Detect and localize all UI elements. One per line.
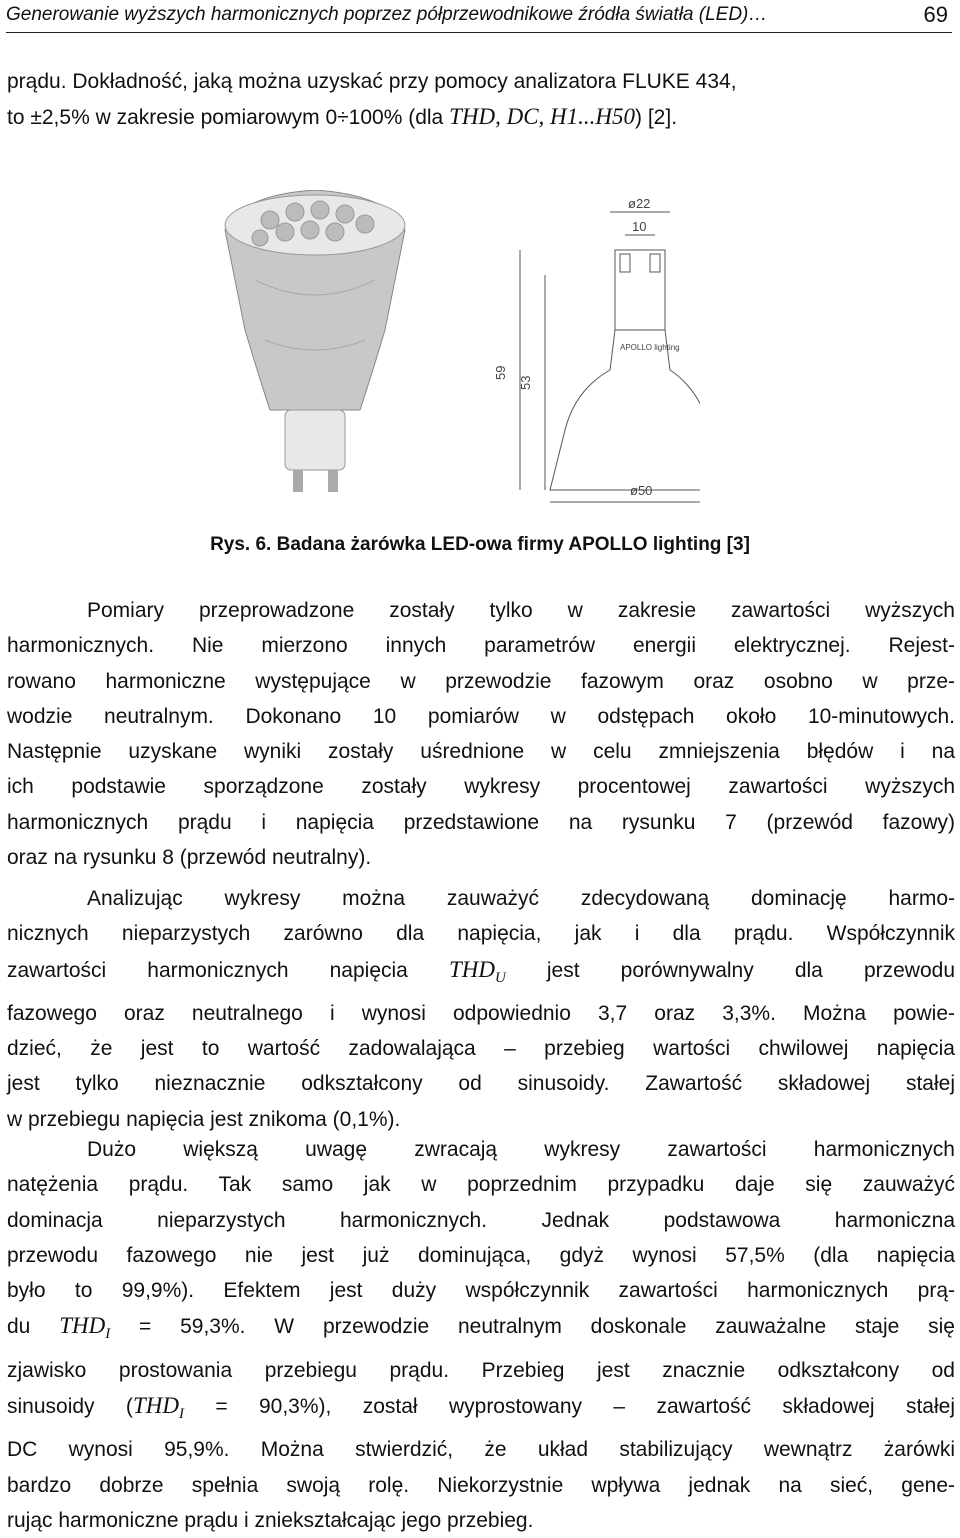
page-number: 69	[923, 2, 948, 27]
dim-bottom: ø50	[630, 483, 653, 498]
figure-caption: Rys. 6. Badana żarówka LED-owa firmy APOLLO lighting [3]	[210, 534, 750, 555]
math-symbols: THD, DC, H1...H50	[449, 104, 636, 130]
text-line: dominacja nieparzystych harmonicznych. Jednak podstawowa harmoniczna	[7, 1208, 955, 1232]
text-line: harmonicznych prądu i napięcia przedstawione na rysunku 7 (przewód fazowy)	[7, 810, 955, 834]
text-line: rując harmoniczne prądu i zniekształcając jego przebieg.	[7, 1508, 534, 1532]
text-line: w przebiegu napięcia jest znikoma (0,1%).	[7, 1107, 401, 1131]
text-line: przewodu fazowego nie jest już dominująca, gdyż wynosi 57,5% (dla napięcia	[7, 1243, 955, 1267]
intro-paragraph	[7, 64, 955, 136]
text-line: jest tylko nieznacznie odkształcony od sinusoidy. Zawartość składowej stałej	[7, 1072, 955, 1096]
dim-height-inner: 53	[518, 375, 533, 390]
running-header	[6, 2, 952, 33]
text-line: oraz na rysunku 8 (przewód neutralny).	[7, 846, 372, 870]
dim-height-outer: 59	[493, 365, 508, 380]
text-line: Dużo większą uwagę zwracają wykresy zawartości harmonicznych	[87, 1138, 955, 1161]
brand-label: APOLLO lighting	[620, 343, 680, 352]
text-line: wodzie neutralnym. Dokonano 10 pomiarów w odstępach około 10-minutowych.	[7, 704, 955, 728]
math-subscript: U	[494, 969, 506, 986]
math-thd: THD	[448, 956, 495, 982]
paragraph-measurements	[7, 593, 955, 875]
text-line: prądu. Dokładność, jaką można uzyskać przy pomocy analizatora FLUKE 434,	[7, 70, 737, 93]
text-line: du $THD_I = 59,3\%$. W przewodzie neutralnym doskonale zauważalne staje się	[7, 1313, 955, 1343]
text-line: dzieć, że jest to wartość zadowalająca – przebieg wartości chwilowej napięcia	[7, 1037, 955, 1061]
text-line: harmonicznych. Nie mierzono innych parametrów energii elektrycznej. Rejest-	[7, 634, 955, 658]
text-line: zawartości harmonicznych napięcia $THD_U$ jest porównywalny dla przewodu	[7, 956, 955, 986]
dim-top-outer: ø22	[628, 196, 651, 211]
paragraph-voltage-analysis	[7, 881, 955, 1137]
math-thd: THD	[132, 1393, 179, 1419]
running-header-title: Generowanie wyższych harmonicznych poprzez półprzewodnikowe źródła światła (LED)…	[6, 4, 768, 25]
text-line: było to 99,9%). Efektem jest duży współczynnik zawartości harmonicznych prą-	[7, 1279, 955, 1303]
math-subscript: I	[105, 1326, 111, 1343]
text-line: zjawisko prostowania przebiegu prądu. Przebieg jest znacznie odkształcony od	[7, 1358, 955, 1382]
text-line: bardzo dobrze spełnia swoją rolę. Niekorzystnie wpływa jednak na sieć, gene-	[7, 1473, 955, 1497]
text-line: Następnie uzyskane wyniki zostały uśrednione w celu zmniejszenia błędów i na	[7, 740, 955, 764]
text-line: Analizując wykresy można zauważyć zdecydowaną dominację harmo-	[87, 887, 955, 910]
text-line: rowano harmoniczne występujące w przewodzie fazowym oraz osobno w prze-	[7, 669, 955, 693]
text-line: natężenia prądu. Tak samo jak w poprzednim przypadku daje się zauważyć	[7, 1173, 955, 1197]
text-line: sinusoidy $(THD_I = 90,3\%)$, został wyprostowany – zawartość składowej stałej	[7, 1393, 955, 1423]
led-bulb-photo	[225, 190, 405, 492]
text-line: to ±2,5% w zakresie pomiarowym 0÷100% (dla THD, DC, H1...H50) [2].	[7, 104, 678, 130]
text-line: Pomiary przeprowadzone zostały tylko w zakresie zawartości wyższych	[87, 599, 955, 622]
text-line: fazowego oraz neutralnego i wynosi odpowiednio 3,7 oraz 3,3%. Można powie-	[7, 1001, 955, 1025]
led-bulb-technical-drawing	[520, 212, 700, 502]
text-line: nicznych nieparzystych zarówno dla napięcia, jak i dla prądu. Współczynnik	[7, 922, 955, 946]
text-line: ich podstawie sporządzone zostały wykresy procentowej zawartości wyższych	[7, 775, 955, 799]
math-thd: THD	[59, 1313, 106, 1339]
text-line: DC wynosi 95,9%. Można stwierdzić, że układ stabilizujący wewnątrz żarówki	[7, 1438, 955, 1462]
dim-top-inner: 10	[632, 219, 647, 234]
math-subscript: I	[178, 1406, 184, 1423]
led-bulb-figure	[200, 190, 700, 510]
paragraph-current-analysis	[7, 1132, 955, 1538]
